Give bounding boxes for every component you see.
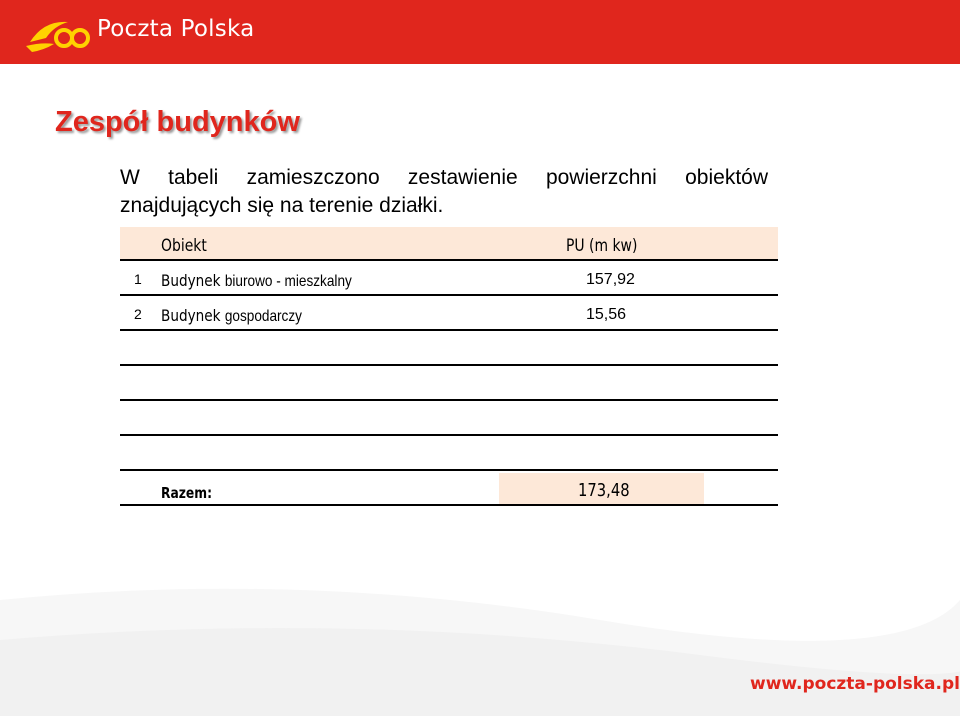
empty-table-row: [120, 436, 778, 471]
footer-url[interactable]: www.poczta-polska.pl: [750, 674, 960, 694]
area-table: [120, 227, 778, 506]
object-name-detail: gospodarczy: [224, 308, 302, 325]
object-name-detail: biurowo - mieszkalny: [224, 273, 352, 290]
header-bar: [0, 0, 960, 64]
object-area: 15,56: [586, 306, 627, 323]
table-row: [120, 296, 778, 331]
empty-table-row: [120, 366, 778, 401]
object-area: 157,92: [586, 271, 635, 288]
poczta-polska-logo-icon: [24, 12, 92, 54]
column-header-object: Obiekt: [161, 236, 207, 256]
row-number: 1: [134, 271, 142, 287]
page-title: Zespół budynków: [55, 106, 300, 138]
table-row: [120, 261, 778, 296]
object-name: [161, 306, 302, 326]
empty-table-row: [120, 401, 778, 436]
table-total-row: [120, 471, 778, 506]
object-name-type: Budynek: [161, 306, 221, 325]
intro-text: W tabeli zamieszczono zestawienie powierzchni obiektów znajdujących się na terenie działki.: [120, 166, 768, 217]
object-name-type: Budynek: [161, 271, 221, 290]
column-header-area: PU (m kw): [566, 236, 638, 256]
empty-table-row: [120, 331, 778, 366]
row-number: 2: [134, 306, 142, 322]
brand-name: Poczta Polska: [97, 16, 255, 42]
total-label: Razem:: [161, 484, 213, 502]
table-header-row: [120, 227, 778, 261]
object-name: [161, 271, 352, 291]
table-header-background: [120, 227, 778, 259]
total-value: 173,48: [578, 480, 630, 501]
